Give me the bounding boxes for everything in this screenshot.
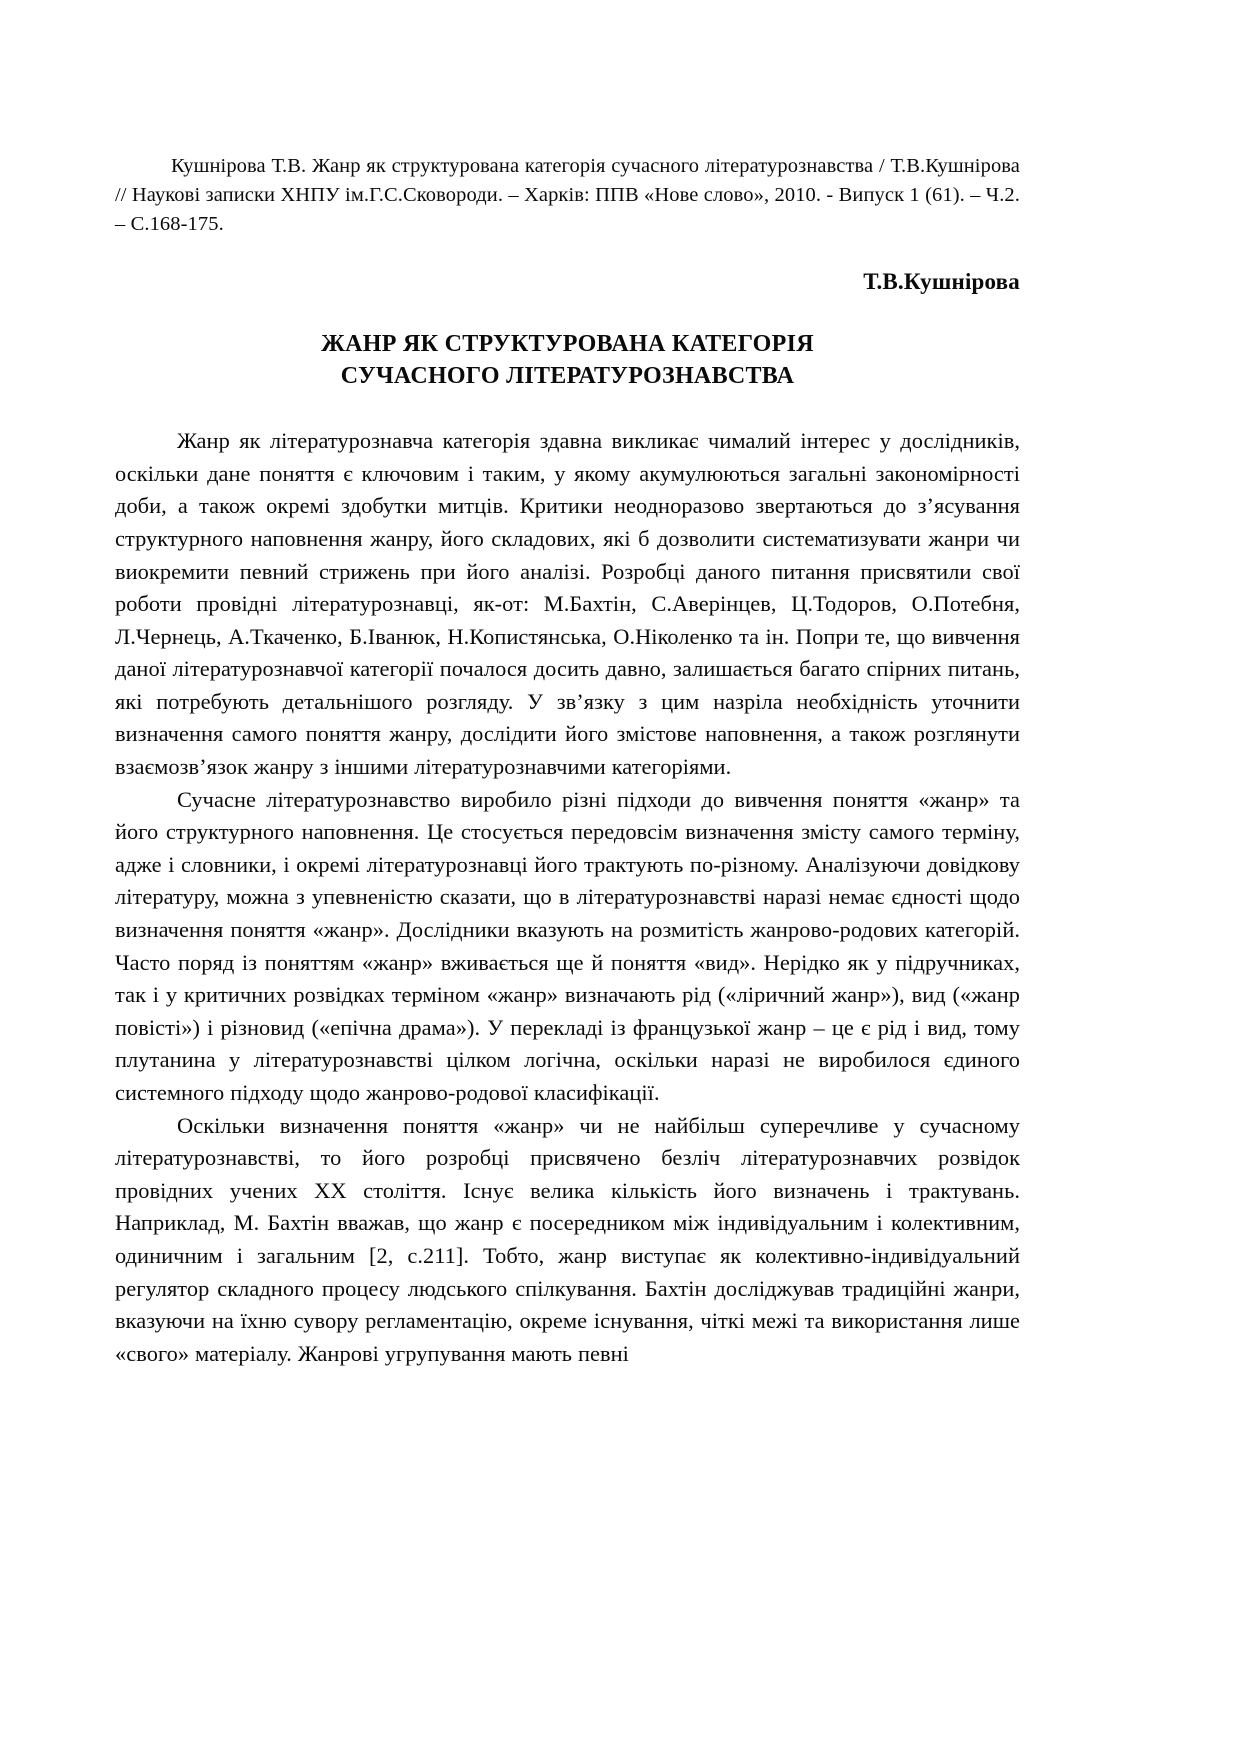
page-title bbox=[115, 329, 1020, 393]
body-paragraph-1: Жанр як літературознавча категорія здавна викликає чималий інтерес у дослідників, оскільки дане поняття є ключовим і таким, у якому акумулюються загальні закономірності доби, а також окремі здобутки митців. Критики неодноразово звертаються до з’ясування структурного наповнення жанру, його складових, які б дозволити систематизувати жанри чи виокремити певний стрижень при його аналізі. Розробці даного питання присвятили свої роботи провідні літературознавці, як-от: М.Бахтін, С.Аверінцев, Ц.Тодоров, О.Потебня, Л.Чернець, А.Ткаченко, Б.Іванюк, Н.Копистянська, О.Ніколенко та ін. Попри те, що вивчення даної літературознавчої категорії почалося досить давно, залишається багато спірних питань, які потребують детальнішого розгляду. У зв’язку з цим назріла необхідність уточнити визначення самого поняття жанру, дослідити його змістове наповнення, а також розглянути взаємозв’язок жанру з іншими літературознавчими категоріями. bbox=[115, 428, 1020, 780]
title-line-2: СУЧАСНОГО ЛІТЕРАТУРОЗНАВСТВА bbox=[340, 363, 795, 390]
body-paragraph-2: Сучасне літературознавство виробило різні підходи до вивчення поняття «жанр» та його структурного наповнення. Це стосується передовсім визначення змісту самого терміну, адже і словники, і окремі літературознавці його трактують по-різному. Аналізуючи довідкову літературу, можна з упевненістю сказати, що в літературознавстві наразі немає єдності щодо визначення поняття «жанр». Дослідники вказують на розмитість жанрово-родових категорій. Часто поряд із поняттям «жанр» вживається ще й поняття «вид». Нерідко як у підручниках, так і у критичних розвідках терміном «жанр» визначають рід («ліричний жанр»), вид («жанр повісті») і різновид («епічна драма»). У перекладі із французької жанр – це є рід і вид, тому плутанина у літературознавстві цілком логічна, оскільки наразі не виробилося єдиного системного підходу щодо жанрово-родової класифікації. bbox=[115, 786, 1020, 1106]
citation-reference: Кушнірова Т.В. Жанр як структурована категорія сучасного літературознавства / Т.В.Кушнірова // Наукові записки ХНПУ ім.Г.С.Сковороди. – Харків: ППВ «Нове слово», 2010. - Випуск 1 (61). – Ч.2. – С.168-175. bbox=[115, 155, 1020, 236]
title-line-1: ЖАНР ЯК СТРУКТУРОВАНА КАТЕГОРІЯ bbox=[321, 331, 814, 358]
page-content bbox=[115, 152, 1020, 1370]
author-byline: Т.В.Кушнірова bbox=[863, 269, 1020, 295]
body-paragraph-3: Оскільки визначення поняття «жанр» чи не найбільш суперечливе у сучасному літературознавстві, то його розробці присвячено безліч літературознавчих розвідок провідних учених ХХ століття. Існує велика кількість його визначень і трактувань. Наприклад, М. Бахтін вважав, що жанр є посередником між індивідуальним і колективним, одиничним і загальним [2, с.211]. Тобто, жанр виступає як колективно-індивідуальний регулятор складного процесу людського спілкування. Бахтін досліджував традиційні жанри, вказуючи на їхню сувору регламентацію, окреме існування, чіткі межі та використання лише «свого» матеріалу. Жанрові угрупування мають певні bbox=[115, 1112, 1020, 1366]
